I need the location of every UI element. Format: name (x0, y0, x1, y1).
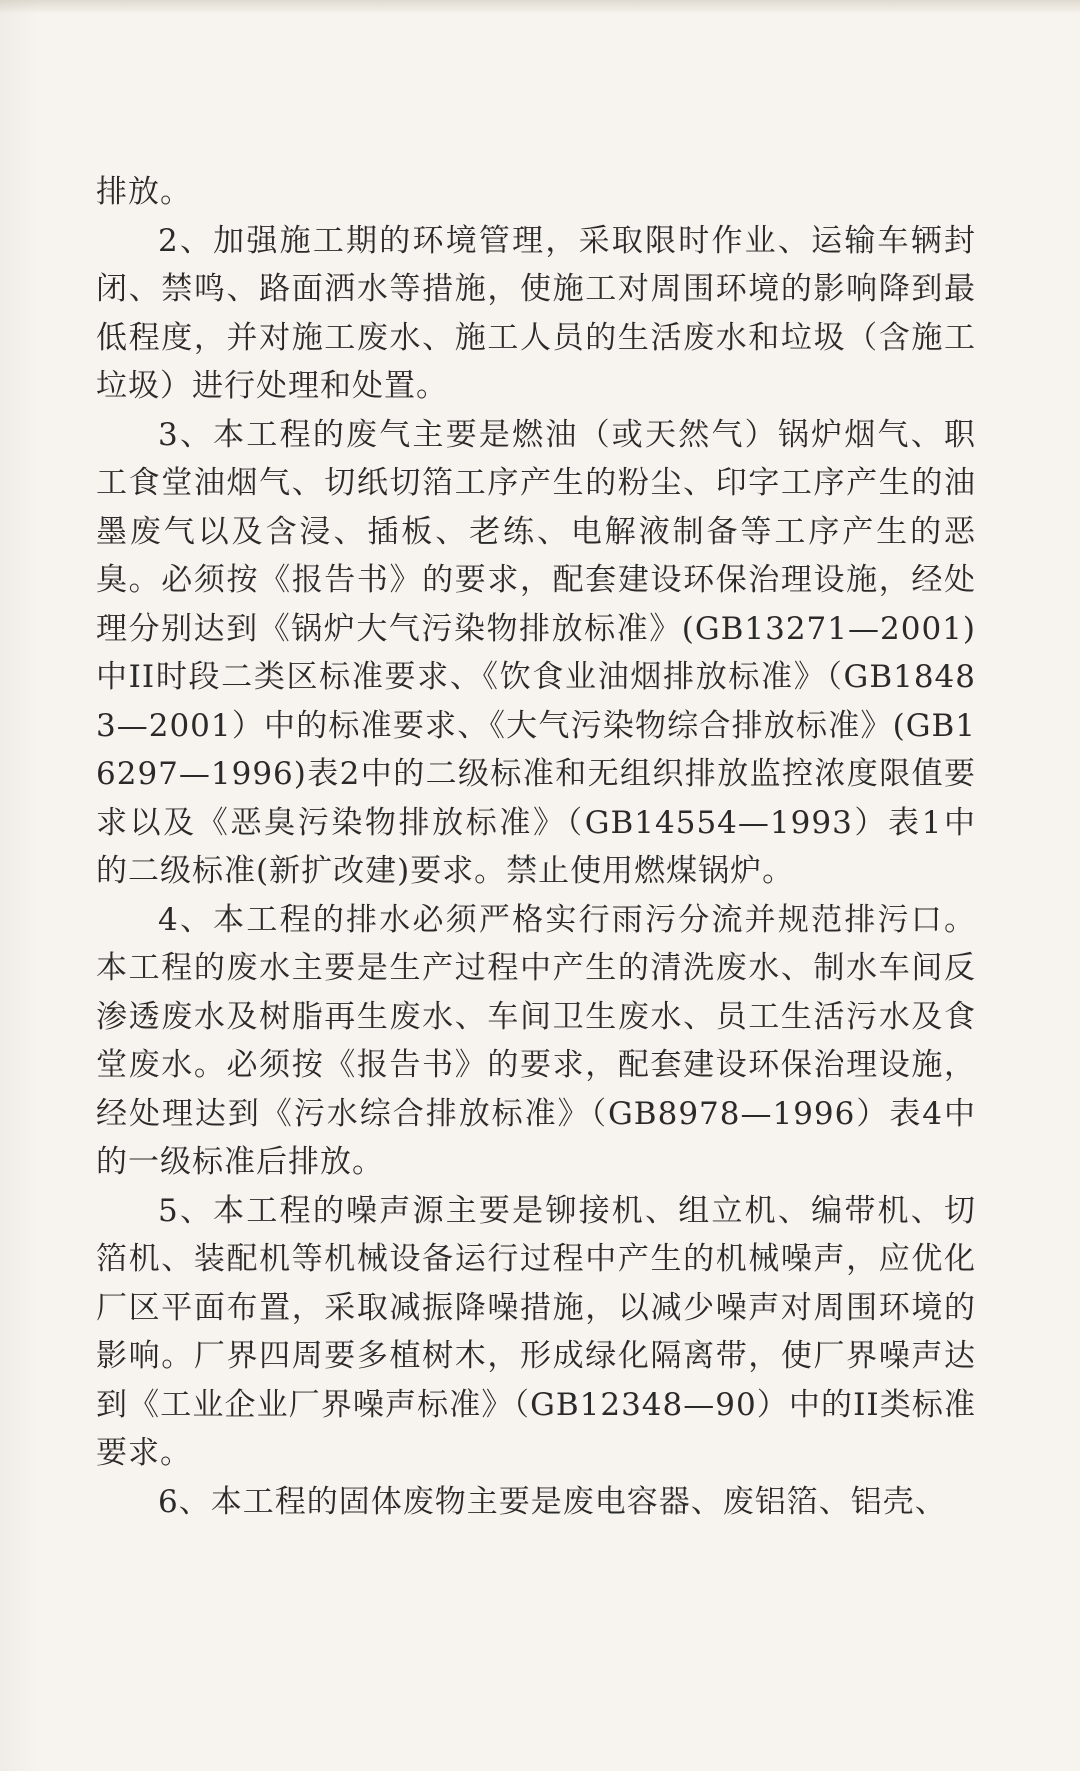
paragraph-item-3: 3、本工程的废气主要是燃油（或天然气）锅炉烟气、职工食堂油烟气、切纸切箔工序产生的粉尘、印字工序产生的油墨废气以及含浸、插板、老练、电解液制备等工序产生的恶臭。必须按《报告书》的要求，配套建设环保治理设施，经处理分别达到《锅炉大气污染物排放标准》(GB13271—2001)中II时段二类区标准要求、《饮食业油烟排放标准》（GB18483—2001）中的标准要求、《大气污染物综合排放标准》(GB16297—1996)表2中的二级标准和无组织排放监控浓度限值要求以及《恶臭污染物排放标准》（GB14554—1993）表1中的二级标准(新扩改建)要求。禁止使用燃煤锅炉。 (96, 416, 976, 889)
paragraph-continuation: 排放。 (96, 174, 192, 210)
paragraph-item-6: 6、本工程的固体废物主要是废电容器、废铝箔、铝壳、 (158, 1483, 947, 1520)
document-body (96, 168, 976, 1526)
paragraph-item-2: 2、加强施工期的环境管理，采取限时作业、运输车辆封闭、禁鸣、路面洒水等措施，使施工对周围环境的影响降到最低程度，并对施工废水、施工人员的生活废水和垃圾（含施工垃圾）进行处理和处置。 (96, 222, 976, 404)
paragraph-item-4: 4、本工程的排水必须严格实行雨污分流并规范排污口。本工程的废水主要是生产过程中产生的清洗废水、制水车间反渗透废水及树脂再生废水、车间卫生废水、员工生活污水及食堂废水。必须按《报告书》的要求，配套建设环保治理设施，经处理达到《污水综合排放标准》（GB8978—1996）表4中的一级标准后排放。 (96, 901, 976, 1180)
paragraph-item-5: 5、本工程的噪声源主要是铆接机、组立机、编带机、切箔机、装配机等机械设备运行过程中产生的机械噪声，应优化厂区平面布置，采取减振降噪措施，以减少噪声对周围环境的影响。厂界四周要多植树木，形成绿化隔离带，使厂界噪声达到《工业企业厂界噪声标准》（GB12348—90）中的II类标准要求。 (96, 1192, 976, 1471)
